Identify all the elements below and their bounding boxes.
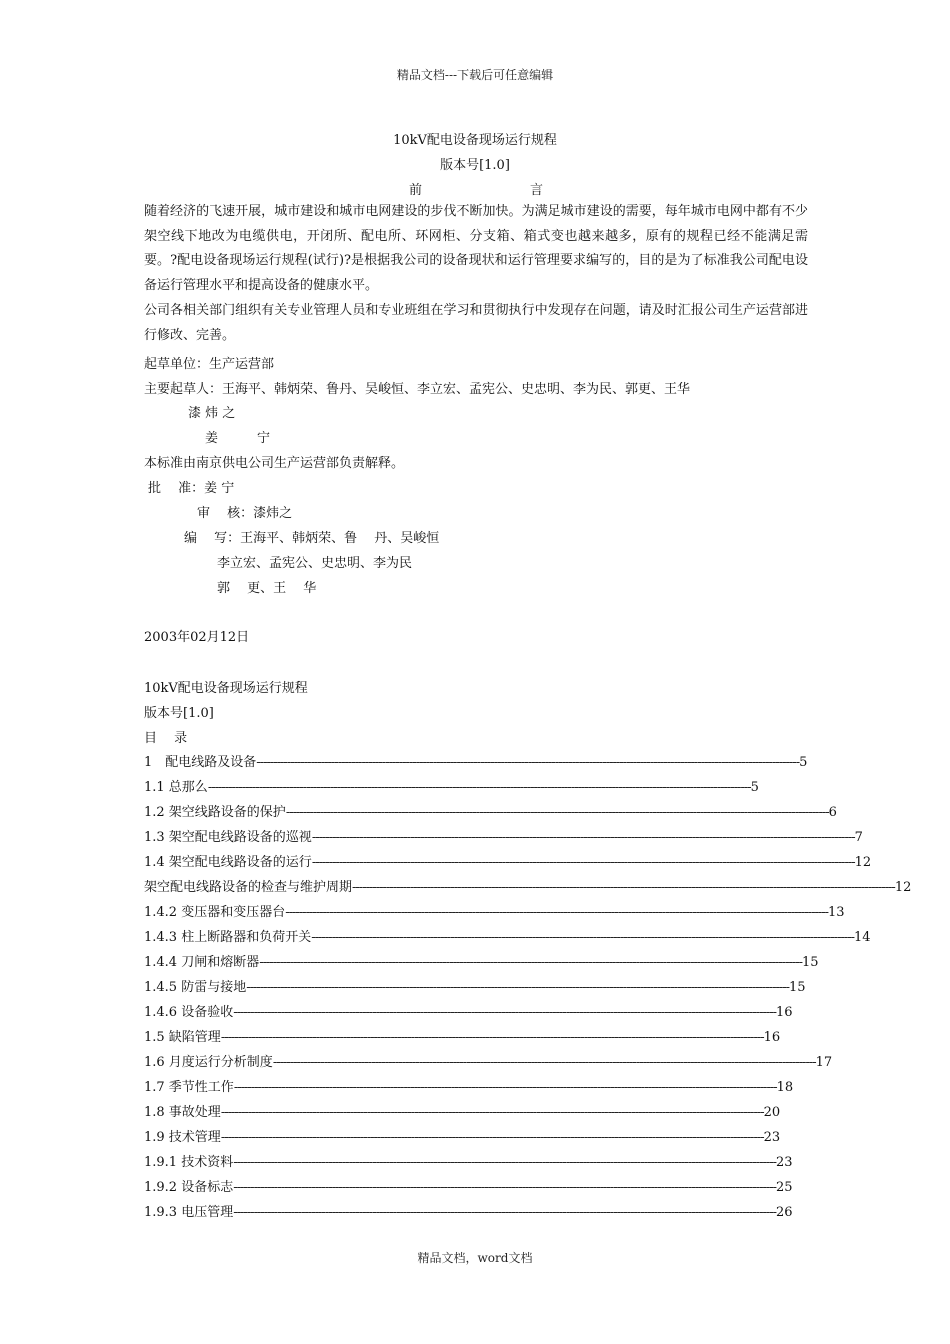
toc-entry-label: 1.9.2 设备标志 xyxy=(144,1180,234,1195)
approver-line: 批 准：姜 宁 xyxy=(148,481,235,496)
toc-entry-label: 1.9.3 电压管理 xyxy=(144,1205,234,1220)
document-date: 2003年02月12日 xyxy=(144,630,250,645)
document-title-2: 10kV配电设备现场运行规程 xyxy=(144,681,308,696)
toc-leader-dots: ---------------------------------------------------------------------------------------------------------------------------------------------------------------- xyxy=(233,1005,777,1020)
toc-entry-page: 15 xyxy=(802,955,819,970)
toc-leader-dots: ---------------------------------------------------------------------------------------------------------------------------------------------------------------- xyxy=(285,905,829,920)
toc-entry-label: 1.4.4 刀闸和熔断器 xyxy=(144,955,260,970)
toc-entry-page: 17 xyxy=(815,1055,833,1070)
page-footer: 精品文档，word文档 xyxy=(417,1251,533,1265)
preface-paragraph-1: 随着经济的飞速开展，城市建设和城市电网建设的步伐不断加快。为满足城市建设的需要，每年城市电网中都有不少架空线下地改为电缆供电，开闭所、配电所、环网柜、分支箱、箱式变也越来越多，原有的规程已经不能满足需要。?配电设备现场运行规程(试行)?是根据我公司的设备现状和运行管理要求编写的，目的是为了标准我公司配电设备运行管理水平和提高设备的健康水平。 xyxy=(144,204,808,293)
toc-entry[interactable] xyxy=(144,1151,793,1170)
interpretation-note: 本标准由南京供电公司生产运营部负责解释。 xyxy=(144,456,405,471)
toc-leader-dots: ---------------------------------------------------------------------------------------------------------------------------------------------------------------- xyxy=(220,1130,764,1145)
toc-entry-label: 1 配电线路及设备 xyxy=(144,755,257,770)
toc-entry[interactable] xyxy=(144,1076,794,1095)
writers-line-3: 郭 更、王 华 xyxy=(217,581,317,596)
toc-entry-label: 架空配电线路设备的检查与维护周期 xyxy=(144,880,353,895)
drafters-line-3: 姜 宁 xyxy=(205,431,271,446)
toc-leader-dots: ---------------------------------------------------------------------------------------------------------------------------------------------------------------- xyxy=(272,1055,816,1070)
toc-entry-page: 26 xyxy=(776,1205,793,1220)
toc-leader-dots: ---------------------------------------------------------------------------------------------------------------------------------------------------------------- xyxy=(233,1205,777,1220)
toc-entry-page: 15 xyxy=(789,980,806,995)
writers-line-2: 李立宏、孟宪公、史忠明、李为民 xyxy=(217,556,413,571)
toc-entry[interactable] xyxy=(144,776,759,795)
toc-leader-dots: ---------------------------------------------------------------------------------------------------------------------------------------------------------------- xyxy=(311,855,855,870)
toc-entry[interactable] xyxy=(144,1126,781,1145)
toc-entry-label: 1.4.3 柱上断路器和负荷开关 xyxy=(144,930,312,945)
toc-leader-dots: ---------------------------------------------------------------------------------------------------------------------------------------------------------------- xyxy=(220,1105,764,1120)
toc-entry-page: 20 xyxy=(763,1105,781,1120)
toc-leader-dots: ---------------------------------------------------------------------------------------------------------------------------------------------------------------- xyxy=(233,1080,777,1095)
preface-paragraph-2: 公司各相关部门组织有关专业管理人员和专业班组在学习和贯彻执行中发现存在问题，请及时汇报公司生产运营部进行修改、完善。 xyxy=(144,303,808,343)
drafters-line-2: 漆 炜 之 xyxy=(188,406,236,421)
toc-entry-label: 1.5 缺陷管理 xyxy=(144,1030,221,1045)
toc-entry-page: 14 xyxy=(854,930,871,945)
toc-entry[interactable] xyxy=(144,1026,781,1045)
toc-leader-dots: ---------------------------------------------------------------------------------------------------------------------------------------------------------------- xyxy=(311,930,855,945)
toc-entry-label: 1.9.1 技术资料 xyxy=(144,1155,234,1170)
toc-entry[interactable] xyxy=(144,901,845,920)
toc-entry-page: 5 xyxy=(750,780,759,795)
toc-entry-label: 1.6 月度运行分析制度 xyxy=(144,1055,273,1070)
toc-entry[interactable] xyxy=(144,1201,793,1220)
toc-leader-dots: ---------------------------------------------------------------------------------------------------------------------------------------------------------------- xyxy=(256,755,800,770)
page-header: 精品文档---下载后可任意编辑 xyxy=(396,68,554,82)
toc-entry-label: 1.8 事故处理 xyxy=(144,1105,221,1120)
toc-entry[interactable] xyxy=(144,876,912,895)
toc-entry-page: 16 xyxy=(776,1005,793,1020)
toc-entry-page: 7 xyxy=(854,830,863,845)
toc-entry[interactable] xyxy=(144,851,872,870)
toc-leader-dots: ---------------------------------------------------------------------------------------------------------------------------------------------------------------- xyxy=(246,980,790,995)
toc-entry[interactable] xyxy=(144,801,837,820)
preface-heading-right: 言 xyxy=(530,183,544,198)
drafters-line-1: 主要起草人：王海平、韩炳荣、鲁丹、吴峻恒、李立宏、孟宪公、史忠明、李为民、郭更、王华 xyxy=(144,382,691,397)
toc-entry-label: 1.4.5 防雷与接地 xyxy=(144,980,247,995)
toc-entry-page: 25 xyxy=(776,1180,793,1195)
toc-entry[interactable] xyxy=(144,1176,793,1195)
toc-heading: 目 录 xyxy=(144,731,188,746)
version-number: 版本号[1.0] xyxy=(440,158,510,173)
toc-entry-label: 1.3 架空配电线路设备的巡视 xyxy=(144,830,312,845)
toc-entry[interactable] xyxy=(144,826,863,845)
toc-entry-label: 1.9 技术管理 xyxy=(144,1130,221,1145)
toc-entry[interactable] xyxy=(144,926,871,945)
toc-leader-dots: ---------------------------------------------------------------------------------------------------------------------------------------------------------------- xyxy=(207,780,751,795)
drafting-unit: 起草单位：生产运营部 xyxy=(144,357,275,372)
toc-entry[interactable] xyxy=(144,1051,833,1070)
toc-entry-label: 1.4.2 变压器和变压器台 xyxy=(144,905,286,920)
version-number-2: 版本号[1.0] xyxy=(144,706,214,721)
toc-leader-dots: ---------------------------------------------------------------------------------------------------------------------------------------------------------------- xyxy=(220,1030,764,1045)
toc-entry-page: 18 xyxy=(776,1080,794,1095)
toc-entry-page: 23 xyxy=(776,1155,793,1170)
toc-entry-page: 13 xyxy=(828,905,845,920)
toc-entry-page: 12 xyxy=(894,880,912,895)
toc-entry-page: 23 xyxy=(763,1130,781,1145)
toc-leader-dots: ---------------------------------------------------------------------------------------------------------------------------------------------------------------- xyxy=(352,880,895,895)
reviewer-line: 审 核：漆炜之 xyxy=(197,506,293,521)
toc-entry-page: 12 xyxy=(854,855,872,870)
toc-leader-dots: ---------------------------------------------------------------------------------------------------------------------------------------------------------------- xyxy=(285,805,829,820)
toc-entry-label: 1.7 季节性工作 xyxy=(144,1080,234,1095)
toc-leader-dots: ---------------------------------------------------------------------------------------------------------------------------------------------------------------- xyxy=(311,830,855,845)
toc-entry[interactable] xyxy=(144,976,806,995)
toc-entry[interactable] xyxy=(144,951,819,970)
preface-heading-left: 前 xyxy=(409,183,423,198)
toc-entry[interactable] xyxy=(144,1101,781,1120)
toc-entry-page: 16 xyxy=(763,1030,781,1045)
toc-entry[interactable] xyxy=(144,1001,793,1020)
toc-entry-label: 1.1 总那么 xyxy=(144,780,208,795)
toc-leader-dots: ---------------------------------------------------------------------------------------------------------------------------------------------------------------- xyxy=(259,955,803,970)
toc-entry-page: 6 xyxy=(828,805,837,820)
toc-leader-dots: ---------------------------------------------------------------------------------------------------------------------------------------------------------------- xyxy=(233,1180,777,1195)
toc-entry-label: 1.4 架空配电线路设备的运行 xyxy=(144,855,312,870)
toc-entry-label: 1.2 架空线路设备的保护 xyxy=(144,805,286,820)
toc-entry-page: 5 xyxy=(799,755,808,770)
toc-leader-dots: ---------------------------------------------------------------------------------------------------------------------------------------------------------------- xyxy=(233,1155,777,1170)
toc-entry-label: 1.4.6 设备验收 xyxy=(144,1005,234,1020)
document-title: 10kV配电设备现场运行规程 xyxy=(393,133,557,148)
toc-entry[interactable] xyxy=(144,751,808,770)
writers-line-1: 编 写：王海平、韩炳荣、鲁 丹、吴峻恒 xyxy=(184,531,440,546)
